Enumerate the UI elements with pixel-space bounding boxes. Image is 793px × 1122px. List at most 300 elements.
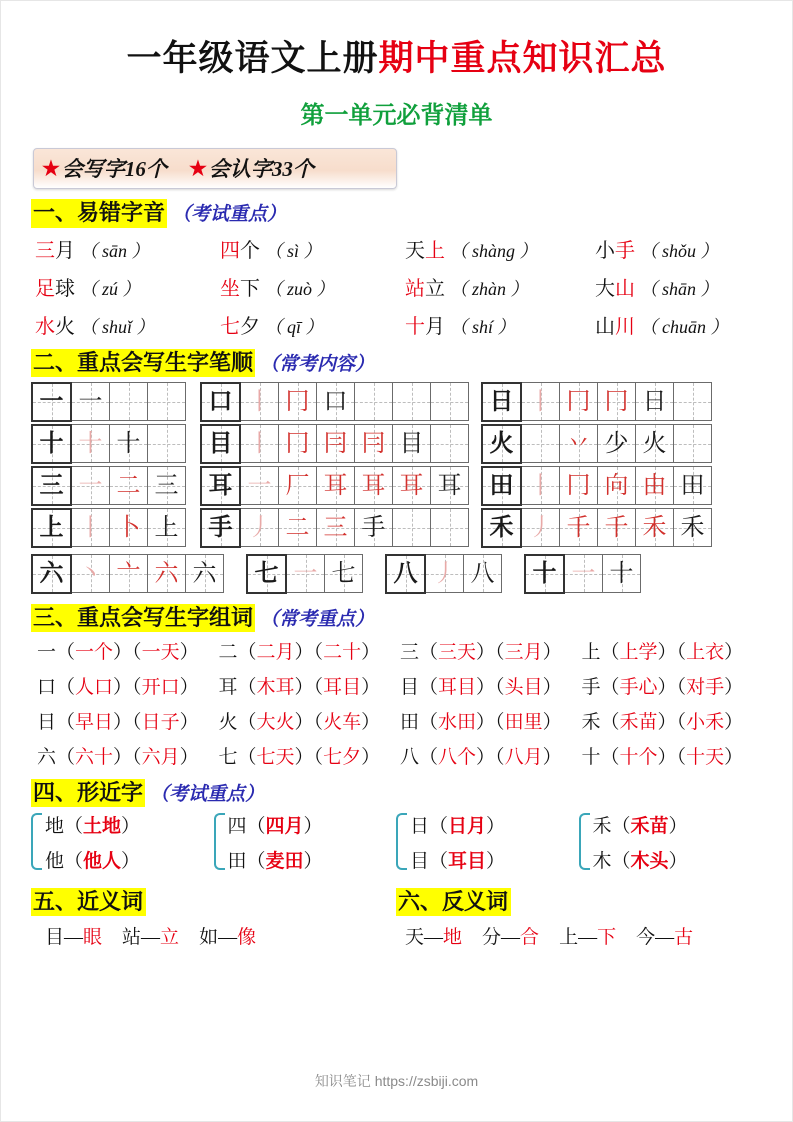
pair-left-word: 如: [199, 927, 219, 949]
table-row: [201, 467, 469, 505]
table-row: [386, 555, 502, 593]
word-example-1: 十个: [619, 747, 658, 769]
stroke-step-cell: [110, 383, 148, 421]
stroke-order-area: [31, 382, 761, 596]
similar-character-pair: [579, 811, 762, 873]
stroke-target-cell: [32, 467, 71, 505]
stroke-step-cell: [560, 425, 598, 463]
stroke-step-cell: [674, 509, 712, 547]
stroke-glyph: 向: [604, 472, 629, 499]
pinyin-reading: （ zhàn ）: [445, 278, 529, 299]
stroke-glyph: 千: [566, 514, 591, 541]
stroke-step-cell: [317, 383, 355, 421]
stroke-glyph: 丿: [247, 514, 272, 541]
word-group-item: 六（六十）（六月）: [37, 747, 199, 769]
pinyin-word-highlight: 十: [405, 315, 425, 338]
stroke-step-cell: [521, 467, 560, 505]
table-row: [482, 383, 712, 421]
word-example-1: 水田: [438, 712, 477, 734]
stroke-order-table: [481, 508, 712, 548]
word-head-char: 八: [400, 747, 420, 769]
stroke-target-cell: [201, 467, 240, 505]
stroke-glyph: 冃: [323, 430, 348, 457]
stroke-glyph: 六: [192, 560, 217, 587]
pair-dash: —: [578, 927, 598, 949]
stroke-step-cell: [71, 509, 110, 547]
pinyin-item: [405, 310, 595, 339]
pinyin-word-suffix: 立: [425, 277, 445, 300]
similar-character: 他: [45, 851, 65, 873]
stroke-order-bottom-row: [31, 554, 761, 596]
word-head-char: 口: [37, 677, 57, 699]
word-head-char: 六: [37, 747, 57, 769]
stroke-step-cell: [148, 509, 186, 547]
table-row: [32, 383, 186, 421]
stroke-step-cell: [598, 383, 636, 421]
word-example-1: 六十: [75, 747, 114, 769]
stroke-glyph: 亠: [116, 560, 141, 587]
stroke-step-cell: [355, 383, 393, 421]
page-title-black: 一年级语文上册: [126, 39, 379, 78]
stroke-glyph: 一: [293, 560, 318, 587]
stroke-step-cell: [521, 509, 560, 547]
stroke-target-cell: [32, 425, 71, 463]
pinyin-reading: （ chuān ）: [635, 316, 729, 337]
stroke-order-table: [31, 466, 186, 506]
stroke-order-table: [31, 424, 186, 464]
table-row: [32, 555, 224, 593]
word-head-char: 上: [581, 642, 601, 664]
word-example-1: 禾苗: [619, 712, 658, 734]
word-example-1: 上学: [619, 642, 658, 664]
pinyin-item: [220, 234, 405, 263]
stroke-glyph: 冂: [566, 472, 591, 499]
stroke-target-cell: [201, 383, 240, 421]
pair-left-word: 分: [482, 927, 502, 949]
stroke-step-cell: [279, 467, 317, 505]
stroke-glyph: 火: [489, 430, 514, 457]
word-group-item: 七（七天）（七夕）: [218, 747, 381, 769]
section-note: （常考重点）: [260, 608, 375, 630]
stroke-glyph: 手: [361, 514, 386, 541]
pinyin-reading: （ shàng ）: [445, 240, 538, 261]
word-head-char: 田: [400, 712, 420, 734]
stroke-order-column-1: [31, 382, 186, 550]
similar-character-line: 木（木头）: [592, 851, 688, 873]
pair-left-word: 天: [405, 927, 425, 949]
stroke-glyph: 口: [208, 388, 233, 415]
stroke-glyph: 丿: [432, 560, 457, 587]
brace-icon: [579, 813, 590, 870]
pinyin-word-highlight: 四: [220, 239, 240, 262]
star-icon: ★: [42, 157, 60, 180]
similar-character-word: 木头: [630, 851, 669, 873]
word-group-item: 禾（禾苗）（小禾）: [581, 712, 744, 734]
pinyin-word-highlight: 七: [220, 315, 240, 338]
word-example-2: 三月: [504, 642, 543, 664]
synonym-list: [45, 922, 405, 949]
word-example-2: 田里: [504, 712, 543, 734]
stroke-step-cell: [636, 509, 674, 547]
similar-character: 地: [45, 816, 65, 838]
stroke-glyph: 三: [323, 514, 348, 541]
stroke-step-cell: [560, 509, 598, 547]
stroke-glyph: 禾: [642, 514, 667, 541]
stroke-step-cell: [425, 555, 464, 593]
word-group-item: 一（一个）（一天）: [37, 642, 199, 664]
pinyin-word-suffix: 夕: [240, 315, 260, 338]
page-title-red: 期中重点知识汇总: [378, 39, 667, 78]
word-example-2: 耳目: [323, 677, 362, 699]
stroke-glyph: 卜: [116, 514, 141, 541]
word-group-item: 二（二月）（二十）: [218, 642, 381, 664]
stroke-step-cell: [393, 467, 431, 505]
word-example-1: 早日: [75, 712, 114, 734]
section-heading-4: [31, 779, 792, 807]
pinyin-item: [595, 310, 757, 339]
word-group-item: 火（大火）（火车）: [218, 712, 381, 734]
stroke-glyph: 七: [331, 560, 356, 587]
word-head-char: 禾: [581, 712, 601, 734]
pinyin-reading: （ shuǐ ）: [75, 316, 155, 337]
word-example-2: 七夕: [323, 747, 362, 769]
brace-icon: [31, 813, 42, 870]
similar-pair-lines: [45, 811, 140, 873]
stroke-order-group: [31, 554, 224, 596]
stroke-glyph: 六: [39, 560, 64, 587]
stroke-glyph: 禾: [489, 514, 514, 541]
stroke-glyph: 耳: [323, 472, 348, 499]
pinyin-reading: （ shǒu ）: [635, 240, 719, 261]
stroke-target-cell: [32, 555, 71, 593]
stroke-target-cell: [201, 509, 240, 547]
similar-character-word: 他人: [83, 851, 122, 873]
synonym-pair: [45, 922, 102, 949]
similar-pair-lines: [410, 811, 505, 873]
similar-character: 目: [410, 851, 430, 873]
stroke-glyph: 二: [285, 514, 310, 541]
stroke-glyph: 田: [680, 472, 705, 499]
stroke-step-cell: [240, 467, 279, 505]
stroke-step-cell: [355, 467, 393, 505]
word-example-2: 十天: [686, 747, 725, 769]
word-head-char: 耳: [218, 677, 238, 699]
pair-left-word: 站: [122, 927, 142, 949]
stroke-glyph: 八: [393, 560, 418, 587]
word-group-item: 三（三天）（三月）: [400, 642, 562, 664]
stroke-glyph: 丨: [247, 388, 272, 415]
stroke-glyph: 千: [604, 514, 629, 541]
section-heading-2: [31, 349, 792, 377]
stroke-order-table: [31, 554, 224, 594]
stroke-step-cell: [393, 383, 431, 421]
word-example-2: 八月: [504, 747, 543, 769]
word-example-1: 耳目: [438, 677, 477, 699]
stroke-glyph: 火: [642, 430, 667, 457]
stroke-step-cell: [325, 555, 363, 593]
stroke-step-cell: [674, 467, 712, 505]
stroke-step-cell: [564, 555, 603, 593]
pair-right-word: 下: [597, 927, 617, 949]
badge-label: 会认字33个: [208, 157, 314, 182]
word-head-char: 一: [37, 642, 57, 664]
pair-right-word: 像: [237, 927, 257, 949]
stroke-glyph: 丨: [528, 472, 553, 499]
table-row: [32, 509, 186, 547]
section-title: 六、反义词: [396, 888, 511, 916]
stroke-target-cell: [482, 383, 521, 421]
word-example-2: 小禾: [686, 712, 725, 734]
pair-dash: —: [141, 927, 161, 949]
section-note: （考试重点）: [172, 204, 287, 226]
star-icon: ★: [188, 157, 207, 180]
table-row: [201, 383, 469, 421]
stroke-glyph: 一: [39, 388, 64, 415]
pinyin-word-highlight: 三: [35, 239, 55, 262]
stroke-step-cell: [431, 425, 469, 463]
pinyin-word-highlight: 上: [425, 239, 445, 262]
similar-characters-grid: [31, 811, 761, 873]
stroke-order-table: [481, 424, 712, 464]
stroke-order-group: [246, 554, 363, 596]
pinyin-word-prefix: 天: [405, 239, 425, 262]
word-example-1: 三天: [438, 642, 477, 664]
pinyin-reading: （ zú ）: [75, 278, 141, 299]
pinyin-reading: （ qī ）: [260, 316, 324, 337]
section-heading-3: [31, 604, 792, 632]
stroke-target-cell: [247, 555, 286, 593]
stroke-glyph: 田: [489, 472, 514, 499]
word-group-item: 手（手心）（对手）: [581, 677, 744, 699]
word-example-2: 一天: [141, 642, 180, 664]
stroke-step-cell: [110, 555, 148, 593]
stroke-step-cell: [148, 467, 186, 505]
stroke-glyph: 十: [78, 430, 103, 457]
table-row: [32, 467, 186, 505]
stroke-glyph: 三: [154, 472, 179, 499]
pinyin-item: [35, 272, 220, 301]
similar-character-word: 耳目: [448, 851, 487, 873]
table-row: [247, 555, 363, 593]
pinyin-reading: （ sì ）: [260, 240, 322, 261]
pinyin-word-suffix: 月: [425, 315, 445, 338]
similar-character: 木: [592, 851, 612, 873]
word-example-1: 七天: [256, 747, 295, 769]
stroke-order-column-2: [200, 382, 469, 550]
pinyin-word-suffix: 月: [55, 239, 75, 262]
word-example-1: 大火: [256, 712, 295, 734]
pinyin-item: [35, 234, 220, 263]
stroke-step-cell: [393, 425, 431, 463]
stroke-glyph: 十: [116, 430, 141, 457]
similar-character-line: 目（耳目）: [410, 851, 506, 873]
stroke-step-cell: [186, 555, 224, 593]
pinyin-word-prefix: 山: [595, 315, 615, 338]
pinyin-word-highlight: 坐: [220, 277, 240, 300]
pinyin-word-highlight: 足: [35, 277, 55, 300]
pinyin-word-highlight: 站: [405, 277, 425, 300]
stroke-target-cell: [386, 555, 425, 593]
similar-pair-lines: [228, 811, 323, 873]
stroke-target-cell: [482, 425, 521, 463]
antonym-list: [405, 922, 765, 949]
similar-pair-lines: [593, 811, 688, 873]
word-example-2: 日子: [141, 712, 180, 734]
pinyin-reading: （ sān ）: [75, 240, 150, 261]
stroke-step-cell: [355, 509, 393, 547]
pinyin-word-highlight: 手: [615, 239, 635, 262]
stroke-glyph: 丶: [78, 560, 103, 587]
word-group-item: 日（早日）（日子）: [37, 712, 199, 734]
stroke-step-cell: [521, 383, 560, 421]
pinyin-item: [595, 234, 757, 263]
stroke-glyph: 一: [78, 388, 103, 415]
word-group-item: 十（十个）（十天）: [581, 747, 744, 769]
stroke-order-table: [200, 382, 469, 422]
pinyin-reading: （ shān ）: [635, 278, 719, 299]
brace-icon: [214, 813, 225, 870]
word-example-2: 火车: [323, 712, 362, 734]
stroke-step-cell: [279, 509, 317, 547]
stroke-glyph: 厂: [285, 472, 310, 499]
stroke-target-cell: [32, 383, 71, 421]
section-title: 五、近义词: [31, 888, 146, 916]
similar-character-pair: [31, 811, 214, 873]
word-head-char: 目: [400, 677, 420, 699]
stroke-step-cell: [279, 425, 317, 463]
section-title: 四、形近字: [31, 779, 145, 807]
stroke-glyph: 十: [39, 430, 64, 457]
stroke-target-cell: [482, 509, 521, 547]
word-head-char: 十: [581, 747, 601, 769]
table-row: [482, 509, 712, 547]
stroke-glyph: 上: [154, 514, 179, 541]
stroke-glyph: 丨: [78, 514, 103, 541]
pinyin-word-highlight: 山: [615, 277, 635, 300]
word-example-1: 木耳: [256, 677, 295, 699]
synonym-pair: [122, 922, 179, 949]
status-badge: [189, 153, 314, 183]
word-example-1: 二月: [256, 642, 295, 664]
stroke-glyph: 一: [247, 472, 272, 499]
stroke-target-cell: [482, 467, 521, 505]
stroke-target-cell: [201, 425, 240, 463]
word-example-1: 八个: [438, 747, 477, 769]
word-building-grid: [37, 637, 763, 769]
stroke-glyph: 二: [116, 472, 141, 499]
stroke-glyph: 冂: [566, 388, 591, 415]
stroke-glyph: 耳: [399, 472, 424, 499]
stroke-glyph: 少: [604, 430, 629, 457]
stroke-target-cell: [525, 555, 564, 593]
pinyin-word-suffix: 个: [240, 239, 260, 262]
similar-character-line: 日（日月）: [410, 816, 506, 838]
stroke-step-cell: [148, 555, 186, 593]
badge-bar: [33, 148, 397, 189]
footer-watermark: 知识笔记 https://zsbiji.com: [314, 1073, 479, 1089]
stroke-step-cell: [598, 509, 636, 547]
stroke-order-table: [31, 382, 186, 422]
pinyin-word-highlight: 川: [615, 315, 635, 338]
pinyin-item: [220, 310, 405, 339]
stroke-step-cell: [279, 383, 317, 421]
word-example-1: 手心: [619, 677, 658, 699]
stroke-glyph: 七: [254, 560, 279, 587]
similar-character-line: 禾（禾苗）: [592, 816, 688, 838]
stroke-glyph: 一: [571, 560, 596, 587]
stroke-glyph: 耳: [208, 472, 233, 499]
stroke-order-group: [524, 554, 641, 596]
stroke-order-group: [385, 554, 502, 596]
stroke-glyph: 冂: [285, 388, 310, 415]
similar-character: 日: [410, 816, 430, 838]
stroke-glyph: 三: [39, 472, 64, 499]
pair-dash: —: [655, 927, 675, 949]
stroke-step-cell: [148, 425, 186, 463]
antonym-pair: [482, 922, 539, 949]
stroke-glyph: 十: [532, 560, 557, 587]
word-group-item: 八（八个）（八月）: [400, 747, 562, 769]
stroke-glyph: 由: [642, 472, 667, 499]
stroke-order-table: [200, 508, 469, 548]
pair-dash: —: [218, 927, 238, 949]
section-note: （常考内容）: [260, 353, 375, 375]
stroke-step-cell: [521, 425, 560, 463]
pinyin-item: [220, 272, 405, 301]
page-subtitle: 第一单元必背清单: [300, 103, 493, 130]
antonym-pair: [636, 922, 693, 949]
stroke-glyph: 丿: [528, 514, 553, 541]
similar-character: 田: [227, 851, 247, 873]
pinyin-grid: [35, 234, 757, 339]
word-group-item: 田（水田）（田里）: [400, 712, 562, 734]
stroke-step-cell: [110, 509, 148, 547]
stroke-order-column-3: [481, 382, 712, 550]
stroke-glyph: 冂: [285, 430, 310, 457]
similar-character-word: 禾苗: [630, 816, 669, 838]
pinyin-item: [405, 272, 595, 301]
stroke-glyph: 耳: [361, 472, 386, 499]
stroke-step-cell: [317, 425, 355, 463]
similar-character-line: 四（四月）: [227, 816, 323, 838]
stroke-step-cell: [636, 467, 674, 505]
stroke-step-cell: [598, 425, 636, 463]
pinyin-item: [595, 272, 757, 301]
pair-right-word: 合: [520, 927, 540, 949]
stroke-step-cell: [317, 509, 355, 547]
stroke-order-table: [481, 382, 712, 422]
stroke-glyph: 上: [39, 514, 64, 541]
table-row: [525, 555, 641, 593]
stroke-step-cell: [636, 383, 674, 421]
badge-label: 会写字16个: [61, 157, 167, 182]
stroke-glyph: 口: [323, 388, 348, 415]
stroke-step-cell: [560, 467, 598, 505]
pinyin-word-suffix: 火: [55, 315, 75, 338]
stroke-step-cell: [317, 467, 355, 505]
status-badge: [42, 153, 167, 183]
pinyin-word-suffix: 球: [55, 277, 75, 300]
stroke-glyph: 禾: [680, 514, 705, 541]
similar-character-pair: [396, 811, 579, 873]
word-example-2: 开口: [141, 677, 180, 699]
stroke-order-table: [481, 466, 712, 506]
word-head-char: 三: [400, 642, 420, 664]
stroke-glyph: 六: [154, 560, 179, 587]
section-note: （考试重点）: [150, 784, 265, 806]
page-title: [1, 39, 792, 79]
stroke-step-cell: [71, 467, 110, 505]
